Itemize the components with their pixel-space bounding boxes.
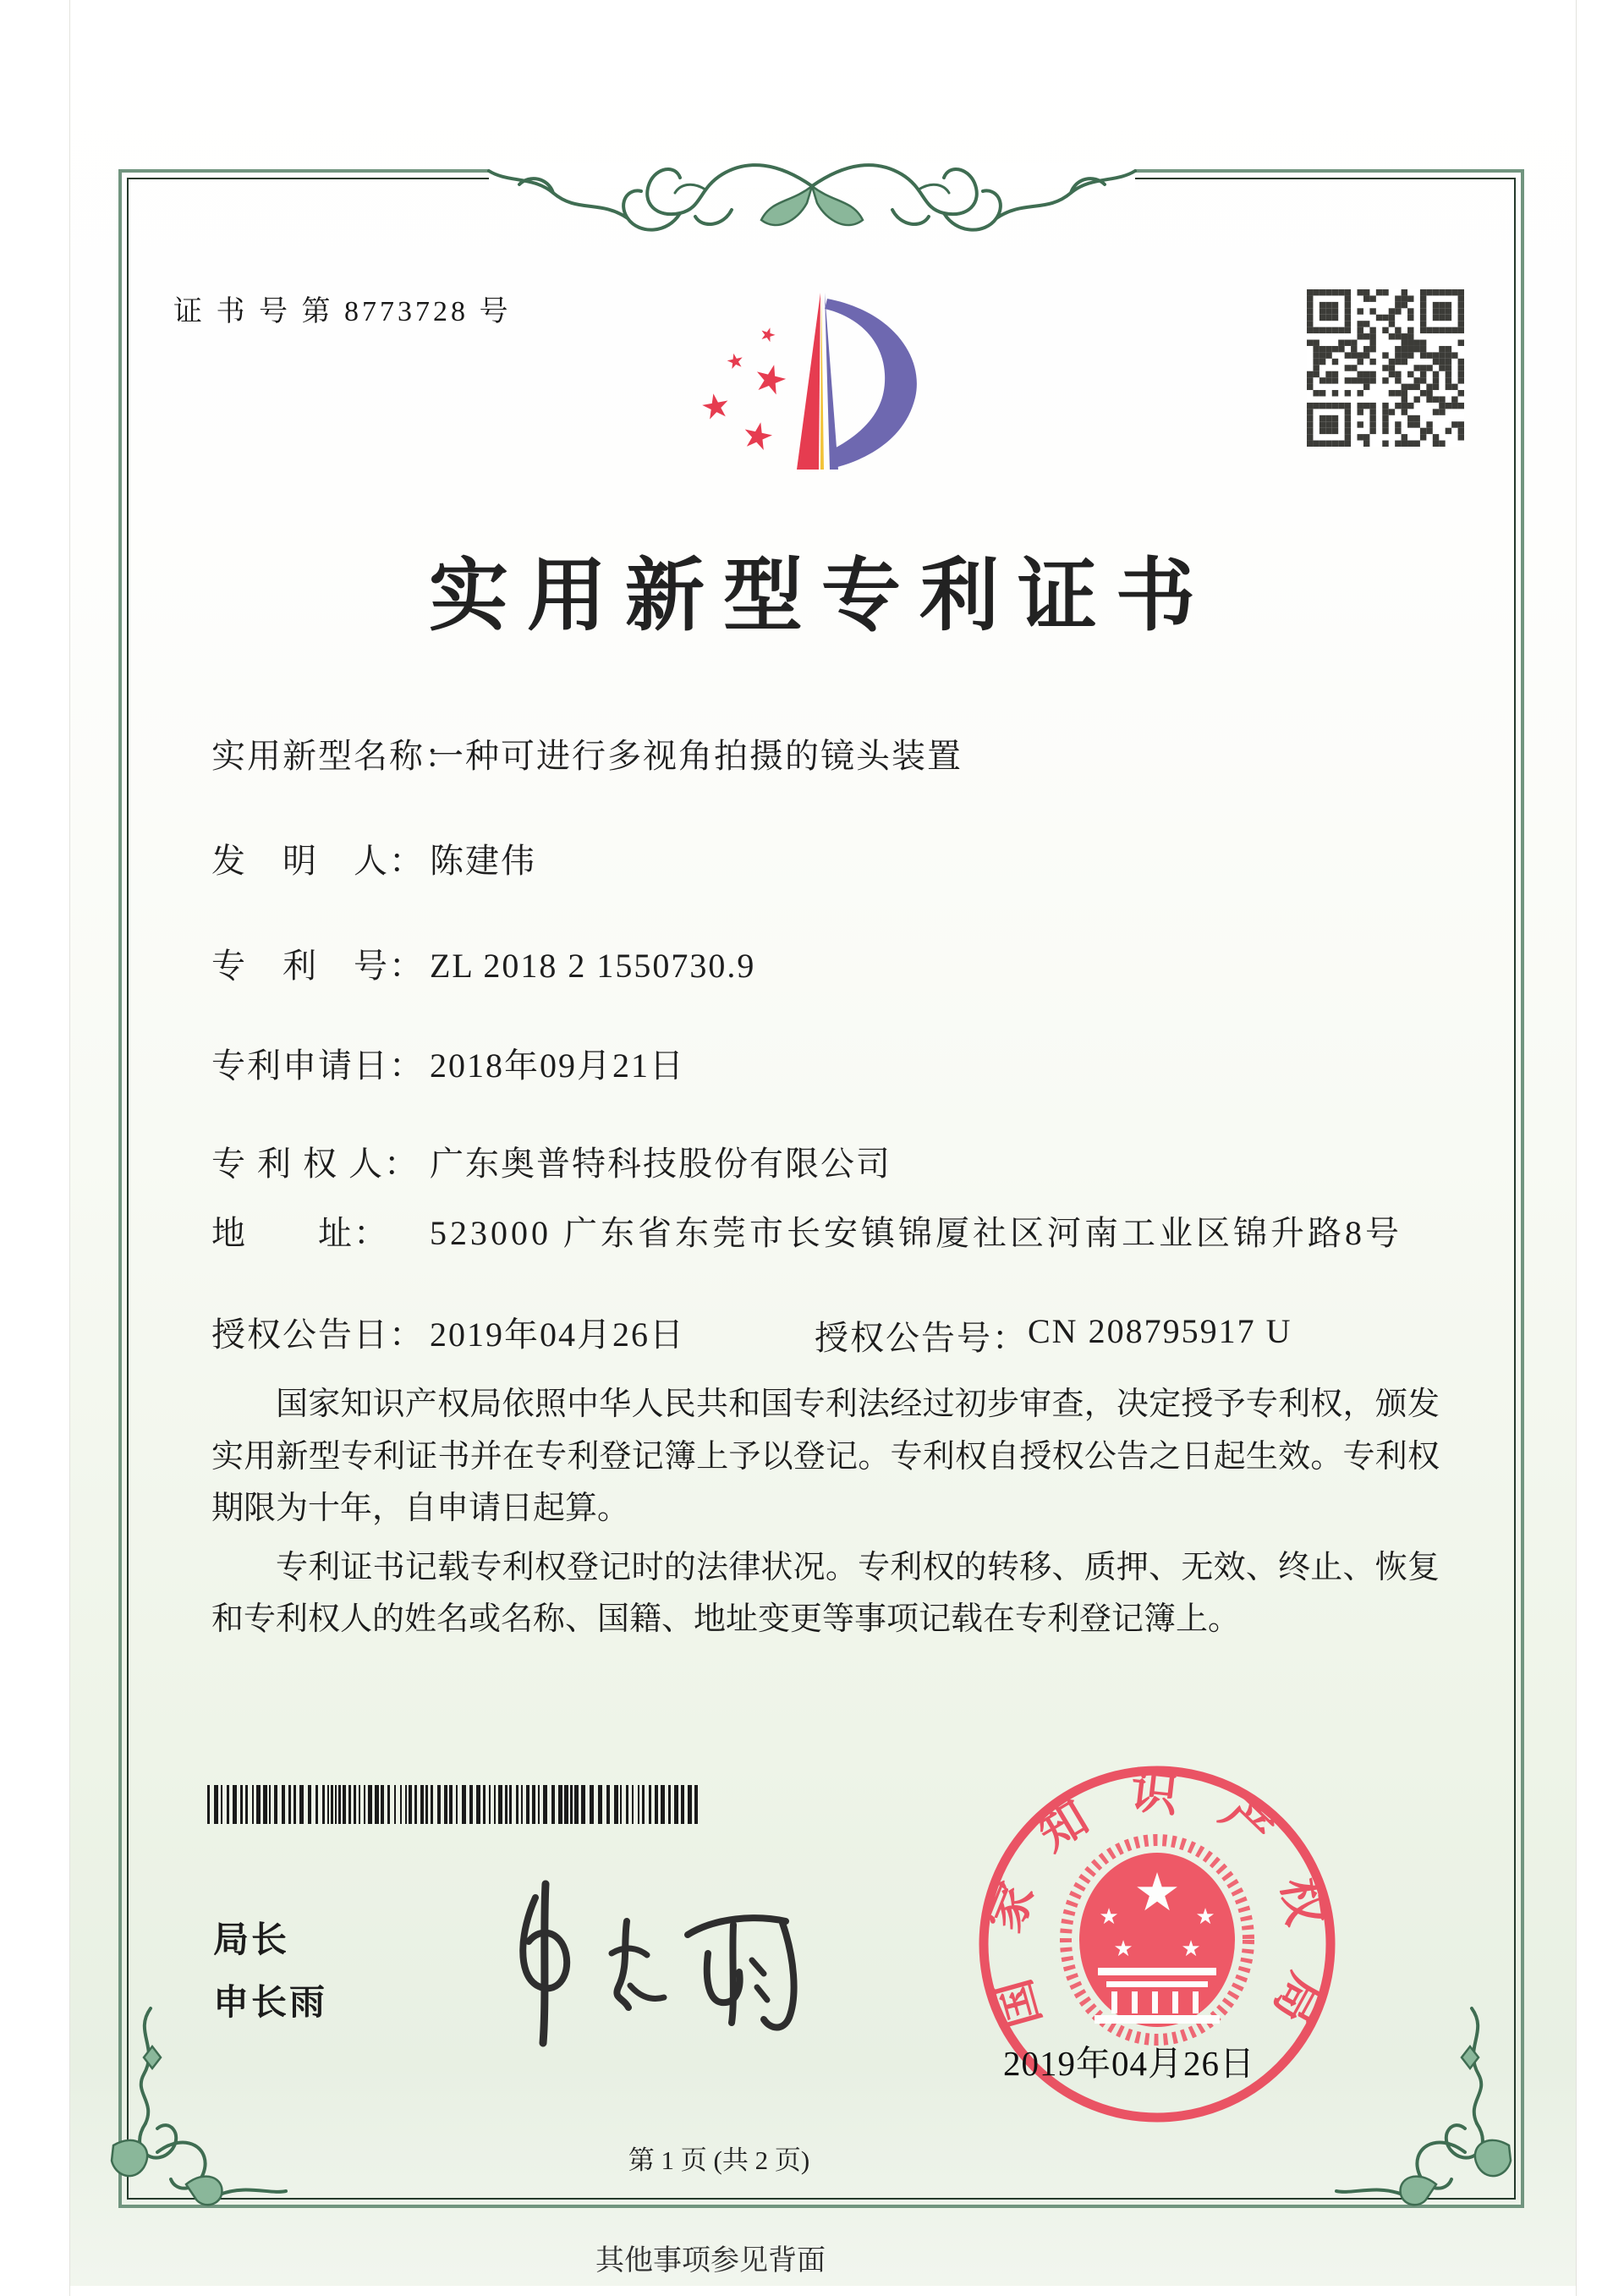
field-row-patentee <box>211 1140 892 1189</box>
field-row-inventor <box>211 838 536 886</box>
body-paragraph: 国家知识产权局依照中华人民共和国专利法经过初步审查，决定授予专利权，颁发实用新型专利证书并在专利登记簿上予以登记。专利权自授权公告之日起生效。专利权期限为十年，自申请日起算。 <box>211 1387 1440 1527</box>
commissioner-signature <box>461 1871 859 2051</box>
scan-margin-bottom <box>0 2286 1624 2296</box>
field-row-invention-name <box>211 733 963 781</box>
field-row-patent-number <box>211 942 755 991</box>
svg-text:★: ★ <box>1099 1904 1119 1930</box>
field-label: 专 利 号： <box>211 947 425 985</box>
logo-stars-icon <box>698 322 793 460</box>
back-note: 其他事项参见背面 <box>595 2245 826 2277</box>
field-label: 地 址： <box>211 1214 389 1252</box>
seal-ring-text: 国家知识产权局 <box>976 1765 1337 2067</box>
field-row-address <box>211 1210 1402 1258</box>
field-row-grant-number <box>815 1311 1292 1359</box>
svg-text:★: ★ <box>1133 1861 1181 1923</box>
signer-title-label: 局长 <box>213 1920 290 1959</box>
field-value: 一种可进行多视角拍摄的镜头装置 <box>430 737 963 775</box>
legal-body-text <box>211 1379 1440 1646</box>
body-paragraph: 专利证书记载专利权登记时的法律状况。专利权的转移、质押、无效、终止、恢复和专利权人的姓名或名称、国籍、地址变更等事项记载在专利登记簿上。 <box>211 1549 1440 1638</box>
field-value: 523000 广东省东莞市长安镇锦厦社区河南工业区锦升路8号 <box>430 1214 1402 1252</box>
seal-date: 2019年04月26日 <box>1003 2044 1255 2083</box>
field-value: 2018年09月21日 <box>430 1046 685 1085</box>
field-value: ZL 2018 2 1550730.9 <box>430 947 756 985</box>
scan-margin-right <box>1576 0 1624 2296</box>
field-label: 专 利 权 人： <box>211 1145 420 1183</box>
svg-text:★: ★ <box>756 322 779 349</box>
field-label: 实用新型名称： <box>211 737 460 775</box>
svg-text:★: ★ <box>1113 1936 1133 1962</box>
svg-text:★: ★ <box>1195 1904 1215 1930</box>
svg-text:★: ★ <box>697 385 734 429</box>
scan-margin-left <box>0 0 70 2296</box>
field-value: 2019年04月26日 <box>430 1316 685 1354</box>
field-row-grant-date <box>211 1311 685 1359</box>
field-label: 授权公告号： <box>815 1319 1028 1357</box>
certificate-title: 实用新型专利证书 <box>428 552 1214 640</box>
field-row-filing-date <box>211 1042 685 1090</box>
field-label: 专利申请日： <box>211 1046 425 1085</box>
logo-p-swoosh-icon <box>825 299 917 468</box>
field-label: 授权公告日： <box>211 1316 425 1354</box>
certificate-number: 证 书 号 第 8773728 号 <box>173 296 512 327</box>
svg-text:★: ★ <box>737 412 778 461</box>
barcode <box>207 1785 702 1824</box>
national-emblem-icon <box>1066 1840 1248 2040</box>
logo-cone-icon <box>797 293 838 470</box>
page-number: 第 1 页 (共 2 页) <box>628 2145 810 2175</box>
signer-name-label: 申长雨 <box>213 1982 328 2022</box>
qr-code <box>1307 289 1464 447</box>
svg-text:★: ★ <box>748 352 793 406</box>
svg-text:★: ★ <box>723 348 747 375</box>
cnipa-logo-icon <box>692 277 954 484</box>
field-label: 发 明 人： <box>211 842 425 880</box>
field-value: 陈建伟 <box>430 842 536 880</box>
scan-margin-top <box>0 0 1624 49</box>
svg-text:★: ★ <box>1181 1936 1201 1962</box>
field-value: CN 208795917 U <box>1028 1312 1292 1350</box>
field-value: 广东奥普特科技股份有限公司 <box>430 1145 892 1183</box>
